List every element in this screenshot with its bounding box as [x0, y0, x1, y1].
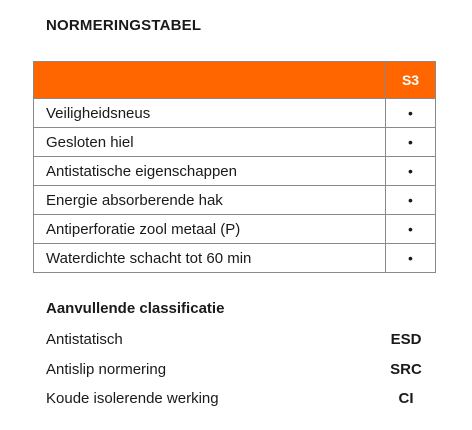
classification-code: CI — [398, 390, 414, 407]
row-mark: • — [386, 244, 436, 273]
classification-code: SRC — [390, 361, 422, 378]
row-label: Waterdichte schacht tot 60 min — [34, 244, 386, 273]
row-label: Antiperforatie zool metaal (P) — [34, 215, 386, 244]
row-label: Gesloten hiel — [34, 128, 386, 157]
aanvullende-title: Aanvullende classificatie — [46, 300, 225, 317]
table-row — [34, 244, 436, 273]
row-mark: • — [386, 215, 436, 244]
classification-name: Antislip normering — [46, 361, 167, 378]
classification-row — [46, 361, 426, 381]
row-mark: • — [386, 157, 436, 186]
row-mark: • — [386, 128, 436, 157]
table-row — [34, 215, 436, 244]
header-s3-cell: S3 — [386, 62, 436, 99]
classification-name: Koude isolerende werking — [46, 390, 219, 407]
row-mark: • — [386, 99, 436, 128]
table-header-row — [34, 62, 436, 99]
classification-name: Antistatisch — [46, 331, 123, 348]
classification-row — [46, 331, 426, 351]
row-mark: • — [386, 186, 436, 215]
row-label: Antistatische eigenschappen — [34, 157, 386, 186]
normeringstabel-title: NORMERINGSTABEL — [46, 17, 202, 34]
row-label: Veiligheidsneus — [34, 99, 386, 128]
classification-code: ESD — [390, 331, 422, 348]
row-label: Energie absorberende hak — [34, 186, 386, 215]
table-row — [34, 128, 436, 157]
classification-row — [46, 390, 426, 410]
header-label-cell — [34, 62, 386, 99]
normeringstabel-table — [33, 61, 436, 273]
table-row — [34, 157, 436, 186]
table-row — [34, 99, 436, 128]
table-row — [34, 186, 436, 215]
